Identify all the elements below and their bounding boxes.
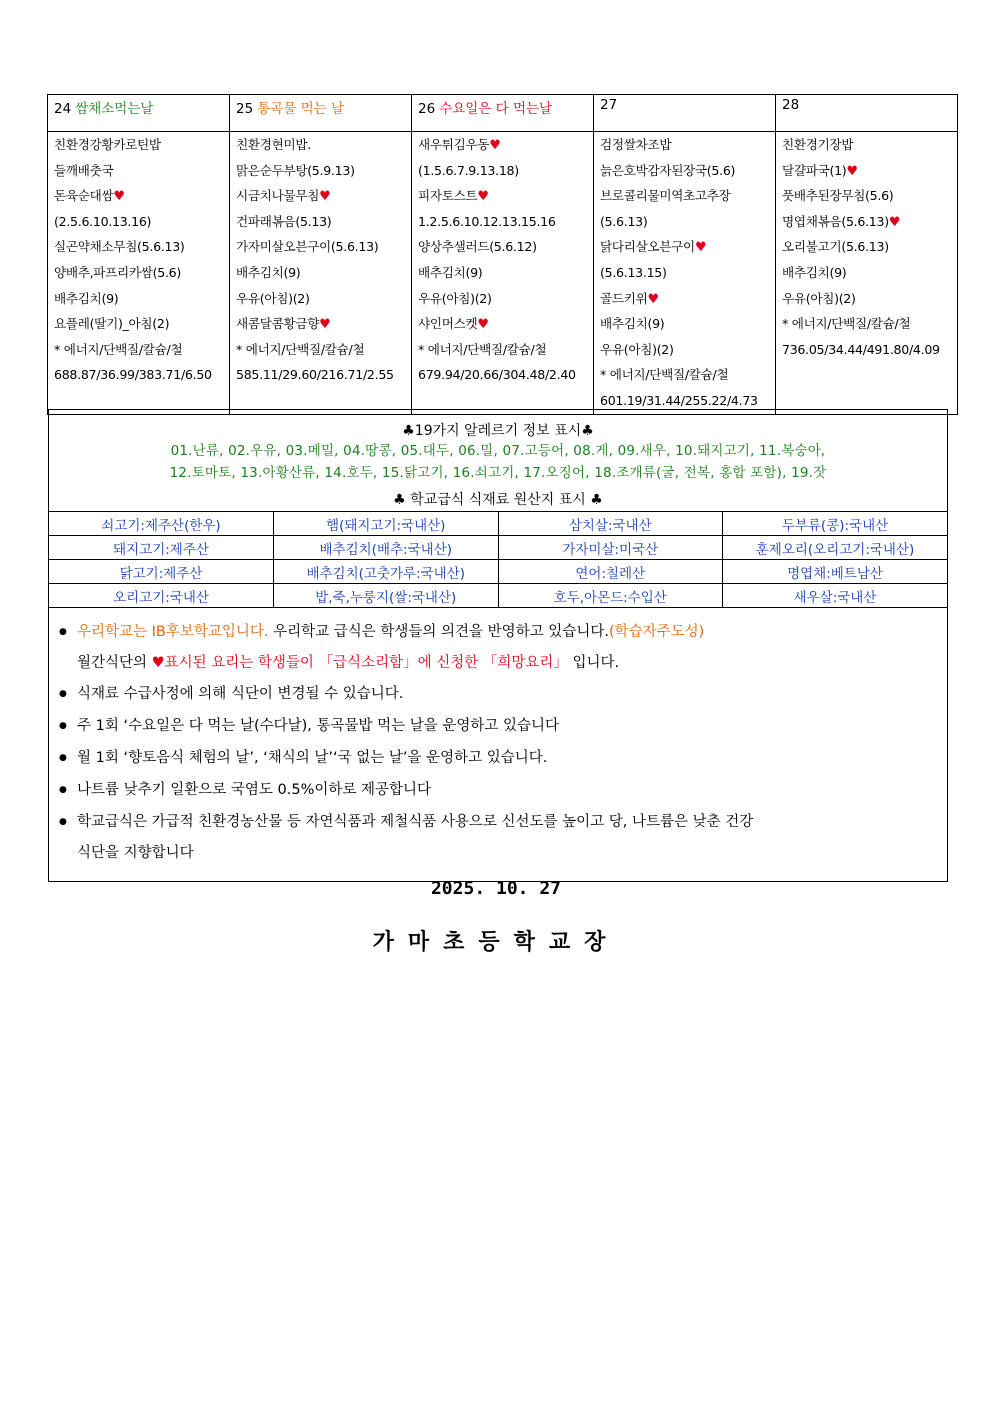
issue-date: 2025. 10. 27 bbox=[430, 878, 562, 899]
menu-item: 우유(아침)(2) bbox=[236, 290, 310, 306]
menu-item: 새우튀김우동♥ bbox=[418, 137, 501, 153]
note-eco-food: ● 학교급식은 가급적 친환경농산물 등 자연식품과 제철식품 사용으로 신선도를 높이고 당, 나트륨은 낮춘 건강 bbox=[59, 806, 947, 838]
menu-item: (5.6.13) bbox=[600, 213, 648, 229]
day-header-28: 28 bbox=[776, 95, 958, 132]
menu-item: 달걀파국(1)♥ bbox=[782, 162, 858, 179]
menu-item: 돈육순대쌈♥ bbox=[54, 188, 125, 205]
menu-item: 1.2.5.6.10.12.13.15.16 bbox=[418, 213, 556, 229]
day-header-24: 24 쌈채소먹는날 bbox=[48, 95, 230, 132]
heart-icon: ♥ bbox=[888, 214, 901, 230]
weekly-menu-table bbox=[47, 94, 958, 415]
heart-icon: ♥ bbox=[489, 138, 501, 153]
menu-item: 들깨배춧국 bbox=[54, 162, 114, 178]
menu-item: 오리불고기(5.6.13) bbox=[782, 239, 889, 255]
day-header-25: 25 통곡물 먹는 날 bbox=[230, 95, 412, 132]
day-header-27: 27 bbox=[594, 95, 776, 132]
heart-icon: ♥ bbox=[846, 163, 858, 179]
menu-item: 건파래볶음(5.13) bbox=[236, 213, 332, 229]
menu-item: 배추김치(9) bbox=[54, 290, 119, 306]
menu-item: 양배추,파프리카쌈(5.6) bbox=[54, 264, 181, 280]
note-heart-legend: 월간식단의 ♥표시된 요리는 학생들이 「급식소리함」에 신청한 「희망요리」 입니다. bbox=[77, 655, 620, 671]
menu-item: 새콤달콤황금향♥ bbox=[236, 316, 331, 333]
origin-cell: 삼치살:국내산 bbox=[498, 512, 723, 536]
menu-item: 배추김치(9) bbox=[418, 264, 483, 280]
heart-icon: ♥ bbox=[319, 189, 331, 205]
origin-cell: 새우살:국내산 bbox=[723, 584, 948, 608]
menu-item: 검정쌀차조밥 bbox=[600, 137, 672, 152]
menu-item: 736.05/34.44/491.80/4.09 bbox=[782, 341, 940, 357]
menu-items-27 bbox=[594, 132, 776, 415]
menu-item: 우유(아침)(2) bbox=[600, 341, 674, 357]
menu-item: 닭다리살오븐구이♥ bbox=[600, 239, 707, 256]
allergy-line-1: 01.난류, 02.우유, 03.메밀, 04.땅콩, 05.대두, 06.밀, 07.고등어, 08.게, 09.새우, 10.돼지고기, 11.복숭아, bbox=[170, 443, 826, 459]
origin-cell: 돼지고기:제주산 bbox=[49, 536, 274, 560]
menu-item: 가자미살오븐구이(5.6.13) bbox=[236, 239, 379, 255]
origin-cell: 연어:칠레산 bbox=[498, 560, 723, 584]
origin-cell: 닭고기:제주산 bbox=[49, 560, 274, 584]
menu-item: 실곤약채소무침(5.6.13) bbox=[54, 239, 185, 255]
origin-cell: 배추김치(배추:국내산) bbox=[274, 536, 499, 560]
heart-icon: ♥ bbox=[647, 291, 659, 307]
menu-item: 샤인머스켓♥ bbox=[418, 316, 489, 333]
note-ib-school: ● 우리학교는 IB후보학교입니다. 우리학교 급식은 학생들의 의견을 반영하고 있습니다.(학습자주도성) bbox=[59, 616, 947, 648]
menu-item: * 에너지/단백질/칼슘/철 bbox=[418, 341, 547, 357]
menu-item: 우유(아침)(2) bbox=[782, 290, 856, 306]
day-header-26: 26 수요일은 다 먹는날 bbox=[412, 95, 594, 132]
menu-item: 늙은호박감자된장국(5.6) bbox=[600, 162, 736, 178]
menu-item: 585.11/29.60/216.71/2.55 bbox=[236, 367, 394, 383]
menu-item: 배추김치(9) bbox=[782, 264, 847, 280]
origin-cell: 햄(돼지고기:국내산) bbox=[274, 512, 499, 536]
origin-cell: 가자미살:미국산 bbox=[498, 536, 723, 560]
menu-item: 우유(아침)(2) bbox=[418, 290, 492, 306]
menu-item: 배추김치(9) bbox=[236, 264, 301, 280]
menu-item: 679.94/20.66/304.48/2.40 bbox=[418, 367, 576, 383]
menu-items-24 bbox=[48, 132, 230, 415]
menu-item: 친환경현미밥. bbox=[236, 137, 311, 152]
menu-items-25 bbox=[230, 132, 412, 415]
menu-item: 친환경기장밥 bbox=[782, 137, 854, 152]
menu-item: * 에너지/단백질/칼슘/철 bbox=[782, 316, 911, 332]
origin-cell: 호두,아몬드:수입산 bbox=[498, 584, 723, 608]
note-weekly-event: ● 주 1회 ‘수요일은 다 먹는 날(수다날), 통곡물밥 먹는 날을 운영하고 있습니다 bbox=[59, 710, 947, 742]
menu-items-row bbox=[48, 132, 958, 415]
menu-item: * 에너지/단백질/칼슘/철 bbox=[600, 367, 729, 383]
origin-cell: 오리고기:국내산 bbox=[49, 584, 274, 608]
menu-item: * 에너지/단백질/칼슘/철 bbox=[236, 341, 365, 357]
menu-item: * 에너지/단백질/칼슘/철 bbox=[54, 341, 183, 357]
origin-cell: 밥,죽,누룽지(쌀:국내산) bbox=[274, 584, 499, 608]
note-menu-change: ● 식재료 수급사정에 의해 식단이 변경될 수 있습니다. bbox=[59, 678, 947, 710]
origin-row bbox=[49, 536, 947, 560]
menu-item: 요플레(딸기)_아침(2) bbox=[54, 316, 170, 332]
origin-row bbox=[49, 512, 947, 536]
day-header-row bbox=[48, 95, 958, 132]
origin-cell: 명엽채:베트남산 bbox=[723, 560, 948, 584]
menu-item: 배추김치(9) bbox=[600, 316, 665, 332]
menu-item: 골드키위♥ bbox=[600, 290, 659, 307]
menu-item: 브로콜리물미역초고추장 bbox=[600, 188, 731, 204]
origin-cell: 훈제오리(오리고기:국내산) bbox=[723, 536, 948, 560]
menu-items-26 bbox=[412, 132, 594, 415]
menu-item: 친환경강황카로틴밥 bbox=[54, 137, 161, 152]
menu-item: 명엽채볶음(5.6.13)♥ bbox=[782, 213, 901, 230]
note-sodium: ● 나트륨 낮추기 일환으로 국염도 0.5%이하로 제공합니다 bbox=[59, 774, 947, 806]
menu-item: 피자토스트♥ bbox=[418, 188, 489, 205]
menu-item: 맑은순두부탕(5.9.13) bbox=[236, 162, 355, 178]
origin-cell: 배추김치(고춧가루:국내산) bbox=[274, 560, 499, 584]
principal-signature: 가마초등학교장 bbox=[372, 930, 620, 955]
note-monthly-event: ● 월 1회 ‘향토음식 체험의 날’, ‘채식의 날’‘국 없는 날’을 운영하고 있습니다. bbox=[59, 742, 947, 774]
menu-item: (2.5.6.10.13.16) bbox=[54, 213, 152, 229]
heart-icon: ♥ bbox=[477, 317, 489, 333]
origin-row bbox=[49, 584, 947, 608]
origin-table bbox=[49, 511, 947, 608]
origin-title: ♣ 학교급식 식재료 원산지 표시 ♣ bbox=[393, 492, 603, 508]
origin-row bbox=[49, 560, 947, 584]
menu-item: 601.19/31.44/255.22/4.73 bbox=[600, 392, 758, 408]
info-box bbox=[48, 409, 948, 882]
menu-items-28 bbox=[776, 132, 958, 415]
menu-item: 풋배추된장무침(5.6) bbox=[782, 188, 894, 204]
allergy-line-2: 12.토마토, 13.아황산류, 14.호두, 15.닭고기, 16.쇠고기, 17.오징어, 18.조개류(굴, 전복, 홍합 포함), 19.잣 bbox=[169, 465, 827, 481]
note-eco-food-cont: 식단을 지향합니다 bbox=[77, 845, 194, 861]
menu-item: 688.87/36.99/383.71/6.50 bbox=[54, 367, 212, 383]
allergy-title: ♣19가지 알레르기 정보 표시♣ bbox=[402, 423, 594, 439]
origin-cell: 두부류(콩):국내산 bbox=[723, 512, 948, 536]
menu-item: 양상추샐러드(5.6.12) bbox=[418, 239, 537, 255]
heart-icon: ♥ bbox=[477, 189, 489, 205]
notes-list bbox=[49, 616, 947, 868]
menu-item: (5.6.13.15) bbox=[600, 264, 667, 280]
heart-icon: ♥ bbox=[694, 240, 707, 256]
menu-item: 시금치나물무침♥ bbox=[236, 188, 331, 205]
menu-item: (1.5.6.7.9.13.18) bbox=[418, 162, 519, 178]
heart-icon: ♥ bbox=[113, 189, 125, 205]
heart-icon: ♥ bbox=[319, 317, 331, 333]
origin-cell: 쇠고기:제주산(한우) bbox=[49, 512, 274, 536]
